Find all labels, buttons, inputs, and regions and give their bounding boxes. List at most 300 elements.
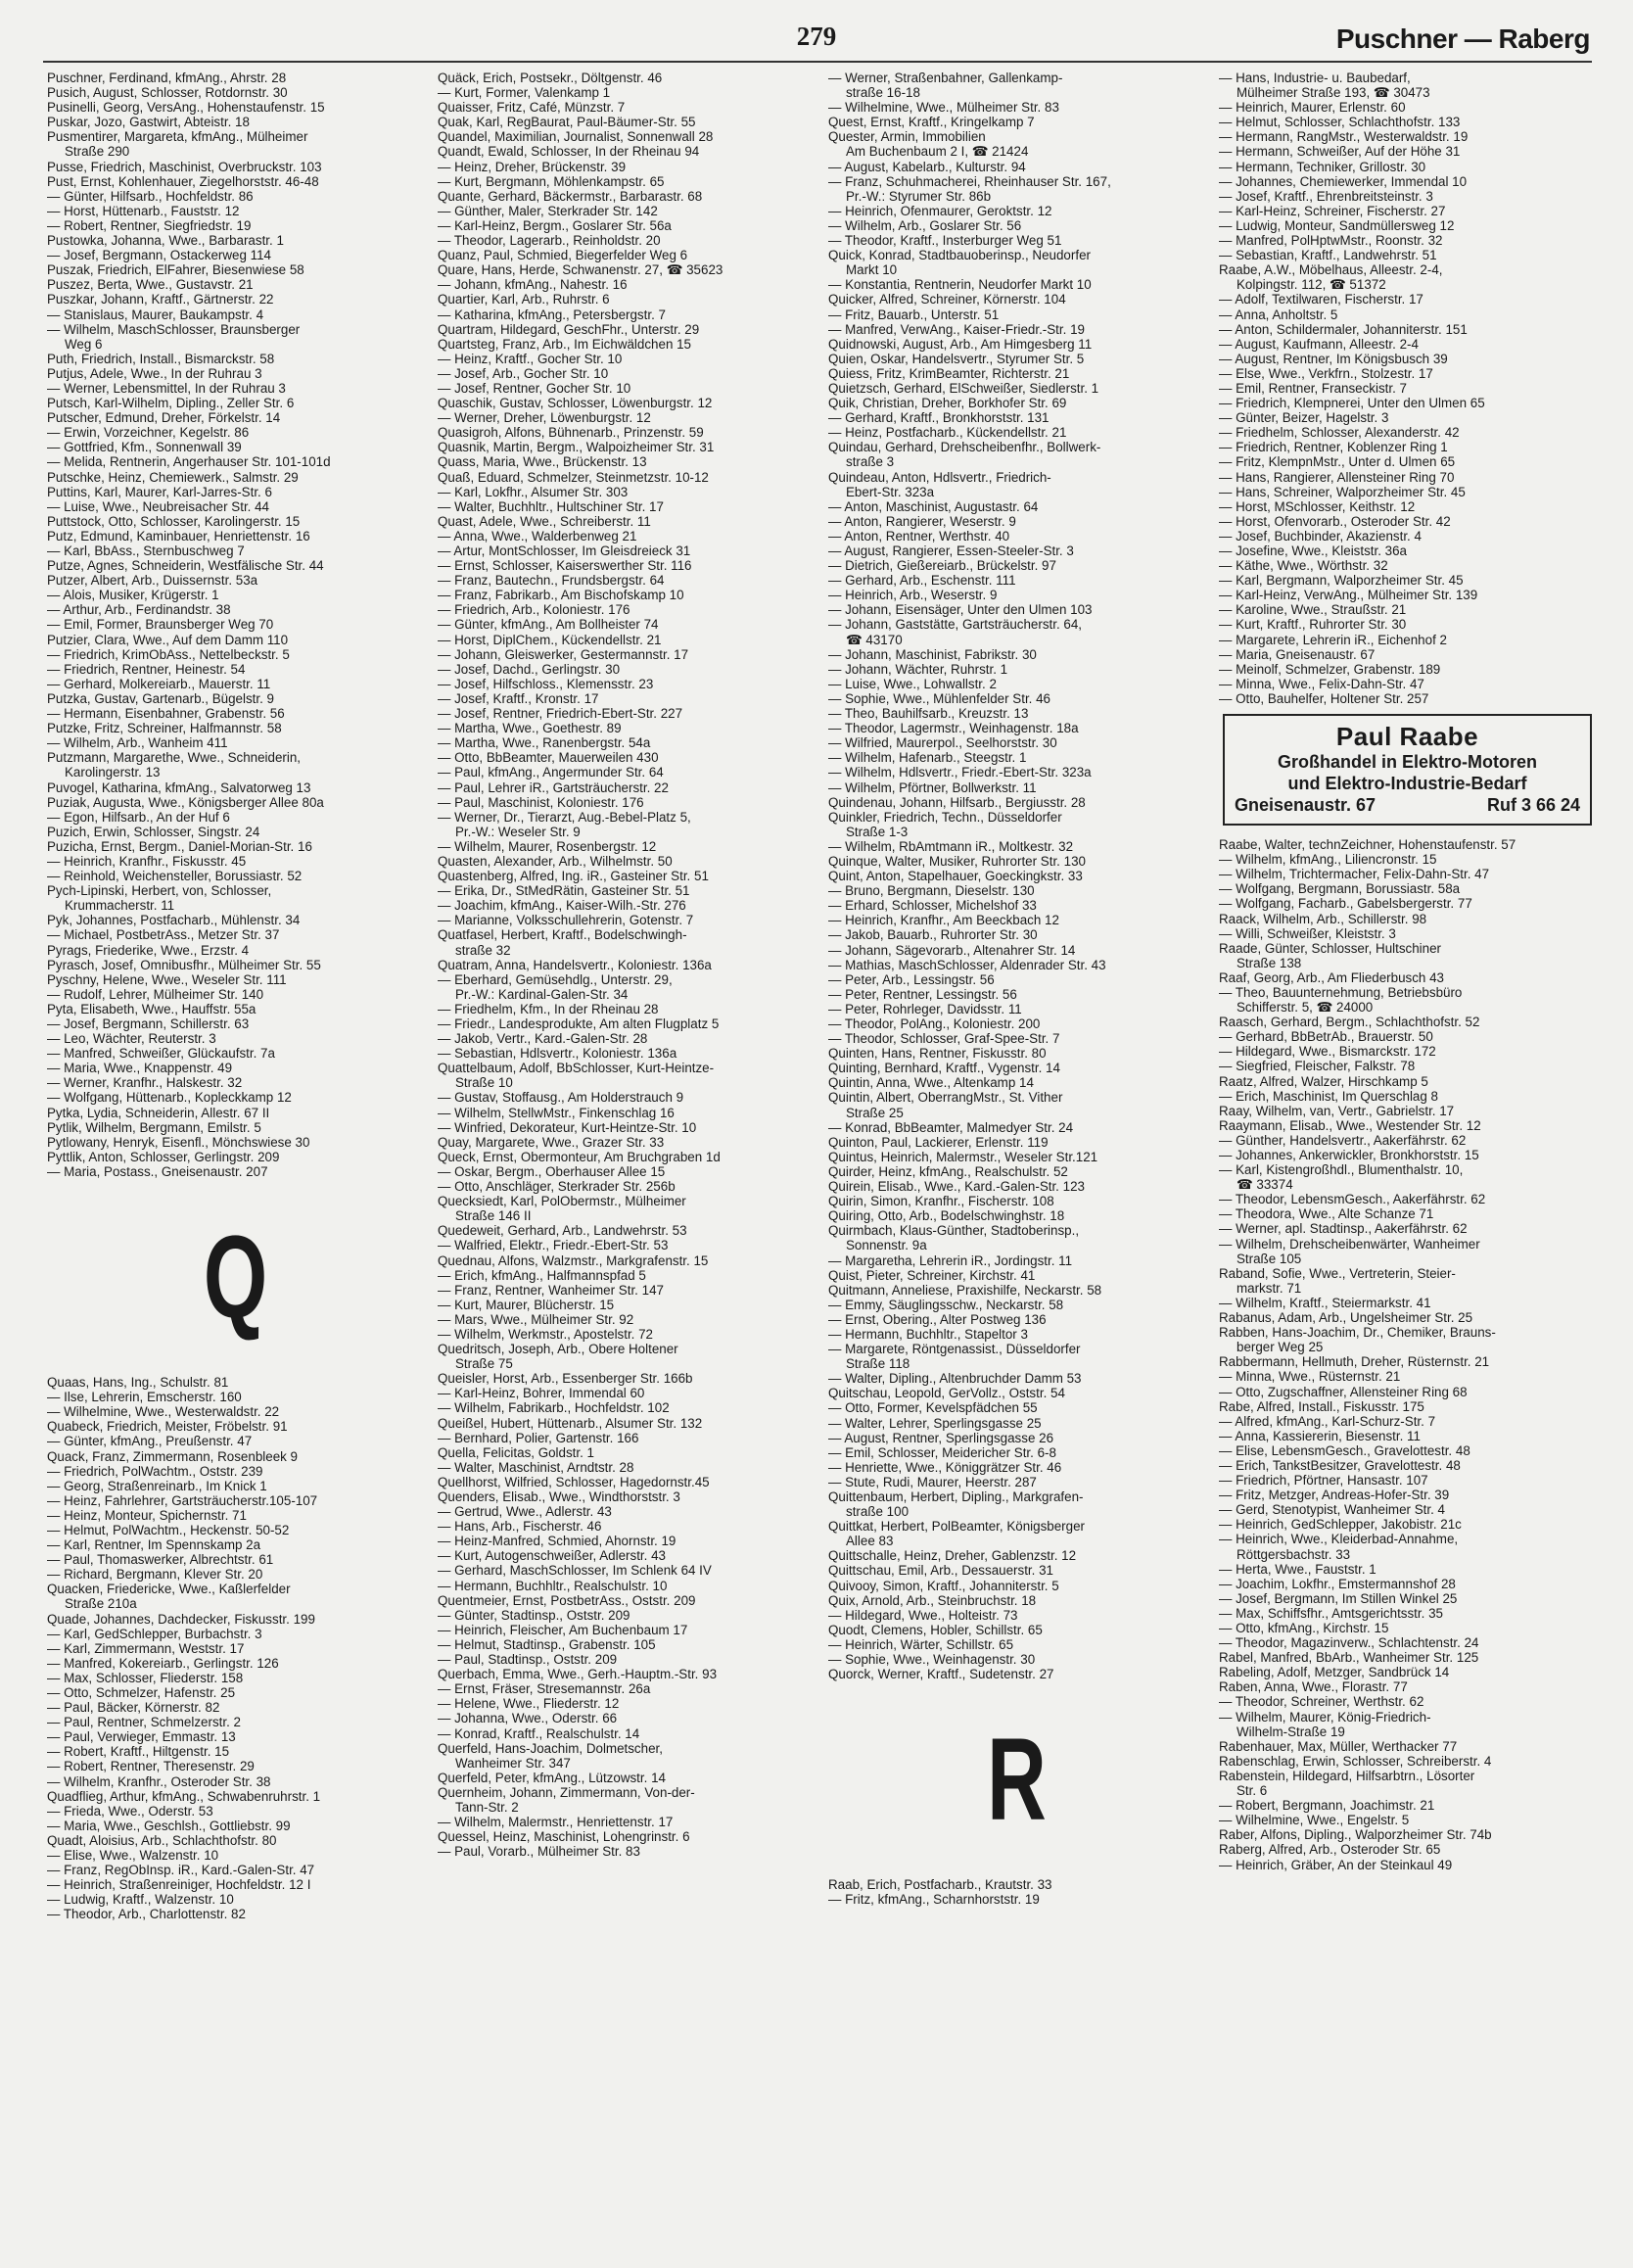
directory-entry-continuation: Straße 75 bbox=[455, 1356, 513, 1372]
directory-entry: — Gertrud, Wwe., Adlerstr. 43 bbox=[438, 1504, 612, 1520]
directory-entry: — Franz, Rentner, Wanheimer Str. 147 bbox=[438, 1282, 664, 1298]
directory-entry: — Wilhelm, Arb., Wanheim 411 bbox=[47, 735, 228, 751]
directory-entry: — Erich, TankstBesitzer, Gravelottestr. 48 bbox=[1219, 1457, 1461, 1473]
directory-entry-continuation: Str. 6 bbox=[1236, 1783, 1268, 1799]
directory-entry: — Gerhard, BbBetrAb., Brauerstr. 50 bbox=[1219, 1029, 1433, 1045]
directory-entry: Quest, Ernst, Kraftf., Kringelkamp 7 bbox=[828, 115, 1035, 130]
directory-entry: — Friedrich, Arb., Koloniestr. 176 bbox=[438, 602, 630, 618]
directory-entry: — August, Rangierer, Essen-Steeler-Str. 3 bbox=[828, 543, 1074, 558]
directory-entry: Quartier, Karl, Arb., Ruhrstr. 6 bbox=[438, 292, 610, 307]
directory-entry: Raaymann, Elisab., Wwe., Westender Str. 12 bbox=[1219, 1117, 1481, 1133]
directory-entry: — Wilhelm, Fabrikarb., Hochfeldstr. 102 bbox=[438, 1400, 670, 1416]
directory-entry: — Werner, Straßenbahner, Gallenkamp- bbox=[828, 71, 1063, 85]
directory-entry: Quaisser, Fritz, Café, Münzstr. 7 bbox=[438, 100, 626, 116]
directory-entry: — Helmut, Schlosser, Schlachthofstr. 133 bbox=[1219, 115, 1461, 130]
directory-entry: Quare, Hans, Herde, Schwanenstr. 27, ☎ 35623 bbox=[438, 262, 723, 278]
directory-entry: — Martha, Wwe., Goethestr. 89 bbox=[438, 721, 622, 736]
directory-entry: — Peter, Rentner, Lessingstr. 56 bbox=[828, 986, 1017, 1002]
directory-entry: — Johannes, Chemiewerker, Immendal 10 bbox=[1219, 173, 1468, 189]
directory-entry: — Martha, Wwe., Ranenbergstr. 54a bbox=[438, 735, 651, 751]
directory-entry-continuation: ☎ 43170 bbox=[846, 632, 903, 647]
directory-entry: — Wilhelmine, Wwe., Westerwaldstr. 22 bbox=[47, 1404, 280, 1420]
directory-entry: — Joachim, kfmAng., Kaiser-Wilh.-Str. 276 bbox=[438, 898, 686, 914]
directory-entry: Querfeld, Peter, kfmAng., Lützowstr. 14 bbox=[438, 1770, 666, 1785]
directory-entry: — Jakob, Vertr., Kard.-Galen-Str. 28 bbox=[438, 1031, 648, 1047]
directory-entry: Quidnowski, August, Arb., Am Himgesberg 11 bbox=[828, 336, 1093, 352]
directory-entry: — Heinrich, Kranfhr., Fiskusstr. 45 bbox=[47, 853, 247, 869]
advertisement-box bbox=[1223, 714, 1592, 826]
directory-entry: — Frieda, Wwe., Oderstr. 53 bbox=[47, 1803, 213, 1819]
directory-entry: Quellhorst, Wilfried, Schlosser, Hagedornstr.45 bbox=[438, 1474, 710, 1489]
directory-entry: — Mars, Wwe., Mülheimer Str. 92 bbox=[438, 1311, 634, 1327]
directory-entry: — Günter, Beizer, Hagelstr. 3 bbox=[1219, 410, 1389, 426]
directory-entry: Quaß, Eduard, Schmelzer, Steinmetzstr. 10-12 bbox=[438, 469, 709, 485]
directory-entry: Quirder, Heinz, kfmAng., Realschulstr. 52 bbox=[828, 1163, 1068, 1179]
directory-entry: — Karoline, Wwe., Straußstr. 21 bbox=[1219, 602, 1407, 618]
directory-entry: — Wilhelm, Pförtner, Bollwerkstr. 11 bbox=[828, 780, 1037, 795]
directory-entry: Quatfasel, Herbert, Kraftf., Bodelschwingh- bbox=[438, 927, 687, 943]
directory-entry: Rabe, Alfred, Install., Fiskusstr. 175 bbox=[1219, 1398, 1424, 1414]
directory-entry: Quindenau, Johann, Hilfsarb., Bergiusstr. 28 bbox=[828, 794, 1086, 810]
directory-entry: — Theodor, Schlosser, Graf-Spee-Str. 7 bbox=[828, 1031, 1060, 1047]
directory-entry: Quien, Oskar, Handelsvertr., Styrumer Str. 5 bbox=[828, 351, 1085, 366]
directory-entry-continuation: straße 100 bbox=[846, 1504, 910, 1520]
directory-entry: — Wolfgang, Facharb., Gabelsbergerstr. 77 bbox=[1219, 896, 1472, 912]
directory-entry: Putschke, Heinz, Chemiewerk., Salmstr. 29 bbox=[47, 469, 299, 485]
directory-entry: Raab, Erich, Postfacharb., Krautstr. 33 bbox=[828, 1877, 1052, 1893]
directory-entry: Quentmeier, Ernst, PostbetrAss., Oststr. 209 bbox=[438, 1592, 696, 1608]
directory-entry: Quicker, Alfred, Schreiner, Körnerstr. 104 bbox=[828, 292, 1066, 307]
directory-entry: — Eberhard, Gemüsehdlg., Unterstr. 29, bbox=[438, 971, 673, 987]
directory-entry: — Sophie, Wwe., Weinhagenstr. 30 bbox=[828, 1652, 1036, 1668]
directory-entry: Quadt, Aloisius, Arb., Schlachthofstr. 80 bbox=[47, 1832, 277, 1848]
directory-entry: — Otto, kfmAng., Kirchstr. 15 bbox=[1219, 1621, 1389, 1635]
directory-entry: Pustowka, Johanna, Wwe., Barbarastr. 1 bbox=[47, 233, 284, 249]
directory-entry: — Herta, Wwe., Fauststr. 1 bbox=[1219, 1561, 1376, 1577]
directory-entry: Quinten, Hans, Rentner, Fiskusstr. 80 bbox=[828, 1046, 1047, 1062]
directory-entry: — Josef, Rentner, Friedrich-Ebert-Str. 227 bbox=[438, 706, 683, 722]
directory-entry: — Katharina, kfmAng., Petersbergstr. 7 bbox=[438, 307, 666, 322]
directory-entry: Quatram, Anna, Handelsvertr., Koloniestr. 136a bbox=[438, 957, 712, 972]
directory-entry: — Walter, Lehrer, Sperlingsgasse 25 bbox=[828, 1415, 1042, 1431]
directory-entry: — Horst, Hüttenarb., Fauststr. 12 bbox=[47, 203, 240, 218]
directory-entry-continuation: Ebert-Str. 323a bbox=[846, 484, 935, 499]
directory-entry: Quaschik, Gustav, Schlosser, Löwenburgstr. 12 bbox=[438, 396, 713, 411]
directory-entry: Puttstock, Otto, Schlosser, Karolingerstr. 15 bbox=[47, 513, 301, 529]
directory-entry: — Alois, Musiker, Krügerstr. 1 bbox=[47, 588, 219, 603]
directory-entry: — Dietrich, Gießereiarb., Brückelstr. 97 bbox=[828, 558, 1056, 574]
directory-entry: Raabe, Walter, technZeichner, Hohenstaufenstr. 57 bbox=[1219, 837, 1516, 853]
directory-entry: — Emil, Former, Braunsberger Weg 70 bbox=[47, 617, 274, 633]
directory-entry: — Theo, Bauunternehmung, Betriebsbüro bbox=[1219, 984, 1463, 1000]
directory-entry: — Robert, Rentner, Theresenstr. 29 bbox=[47, 1759, 255, 1774]
directory-entry: — Paul, Verwieger, Emmastr. 13 bbox=[47, 1729, 236, 1745]
directory-entry: — Theodor, Lagermstr., Weinhagenstr. 18a bbox=[828, 721, 1079, 736]
directory-entry: — Melida, Rentnerin, Angerhauser Str. 101-101d bbox=[47, 454, 331, 470]
directory-entry: — Wilhelm, Drehscheibenwärter, Wanheimer bbox=[1219, 1236, 1480, 1252]
directory-entry: Quint, Anton, Stapelhauer, Goeckingkstr. 33 bbox=[828, 869, 1083, 884]
directory-entry: — Josef, Hilfschloss., Klemensstr. 23 bbox=[438, 676, 654, 691]
directory-entry-continuation: straße 32 bbox=[455, 942, 511, 958]
directory-entry: — Heinrich, Ofenmaurer, Geroktstr. 12 bbox=[828, 203, 1052, 218]
directory-entry: — Hermann, Eisenbahner, Grabenstr. 56 bbox=[47, 706, 285, 722]
directory-entry-continuation: straße 3 bbox=[846, 454, 895, 470]
directory-entry: — Karl-Heinz, VerwAng., Mülheimer Str. 139 bbox=[1219, 588, 1478, 603]
directory-entry: — Paul, Maschinist, Koloniestr. 176 bbox=[438, 794, 644, 810]
directory-entry: — Hildegard, Wwe., Holteistr. 73 bbox=[828, 1607, 1018, 1623]
directory-entry: Quirein, Elisab., Wwe., Kard.-Galen-Str. 123 bbox=[828, 1179, 1085, 1195]
directory-entry: — Heinz, Kraftf., Gocher Str. 10 bbox=[438, 351, 623, 366]
directory-entry: Quay, Margarete, Wwe., Grazer Str. 33 bbox=[438, 1134, 665, 1150]
directory-entry: — Friedrich, Rentner, Koblenzer Ring 1 bbox=[1219, 440, 1448, 455]
directory-entry-continuation: Straße 138 bbox=[1236, 955, 1302, 970]
directory-entry: — Friedr., Landesprodukte, Am alten Flugplatz 5 bbox=[438, 1016, 720, 1031]
directory-entry: — Ernst, Fräser, Stresemannstr. 26a bbox=[438, 1681, 651, 1697]
directory-entry: — Rudolf, Lehrer, Mülheimer Str. 140 bbox=[47, 986, 264, 1002]
directory-entry-continuation: Allee 83 bbox=[846, 1534, 894, 1549]
directory-entry: Putzier, Clara, Wwe., Auf dem Damm 110 bbox=[47, 632, 289, 647]
directory-entry: — Josef, Kraftf., Ehrenbreitsteinstr. 3 bbox=[1219, 188, 1433, 204]
directory-entry-continuation: Am Buchenbaum 2 I, ☎ 21424 bbox=[846, 144, 1029, 160]
directory-entry: — Horst, MSchlosser, Keithstr. 12 bbox=[1219, 498, 1416, 514]
directory-entry: Putzer, Albert, Arb., Duissernstr. 53a bbox=[47, 573, 258, 589]
directory-entry: — Hildegard, Wwe., Bismarckstr. 172 bbox=[1219, 1044, 1436, 1060]
directory-entry: Pust, Ernst, Kohlenhauer, Ziegelhorststr. 46-48 bbox=[47, 173, 319, 189]
directory-entry: — Kurt, Autogenschweißer, Adlerstr. 43 bbox=[438, 1548, 666, 1564]
directory-entry: — Margaretha, Lehrerin iR., Jordingstr. 11 bbox=[828, 1252, 1073, 1268]
directory-entry: Putscher, Edmund, Dreher, Förkelstr. 14 bbox=[47, 410, 281, 426]
directory-entry: Rabenschlag, Erwin, Schlosser, Schreiberstr. 4 bbox=[1219, 1753, 1492, 1769]
directory-entry: — Manfred, PolHptwMstr., Roonstr. 32 bbox=[1219, 233, 1443, 249]
directory-entry: — Heinrich, Arb., Weserstr. 9 bbox=[828, 588, 998, 603]
directory-entry: — Fritz, Bauarb., Unterstr. 51 bbox=[828, 307, 1000, 322]
directory-entry: Quass, Maria, Wwe., Brückenstr. 13 bbox=[438, 454, 647, 470]
directory-entry: — Kurt, Kraftf., Ruhrorter Str. 30 bbox=[1219, 617, 1407, 633]
directory-entry: — Minna, Wwe., Rüsternstr. 21 bbox=[1219, 1369, 1401, 1385]
directory-entry: — Konstantia, Rentnerin, Neudorfer Markt 10 bbox=[828, 277, 1092, 293]
directory-entry: — Walter, Maschinist, Arndtstr. 28 bbox=[438, 1459, 634, 1475]
directory-entry: — Otto, Anschläger, Sterkrader Str. 256b bbox=[438, 1179, 676, 1195]
directory-entry: Quessel, Heinz, Maschinist, Lohengrinstr. 6 bbox=[438, 1829, 690, 1845]
directory-entry: — Ilse, Lehrerin, Emscherstr. 160 bbox=[47, 1390, 242, 1405]
directory-entry: — Paul, Thomaswerker, Albrechtstr. 61 bbox=[47, 1552, 274, 1568]
directory-entry: Puschner, Ferdinand, kfmAng., Ahrstr. 28 bbox=[47, 71, 287, 85]
directory-entry: — Hermann, Schweißer, Auf der Höhe 31 bbox=[1219, 144, 1461, 160]
directory-entry: — Theo, Bauhilfsarb., Kreuzstr. 13 bbox=[828, 706, 1029, 722]
directory-entry: — Heinz-Manfred, Schmied, Ahornstr. 19 bbox=[438, 1534, 677, 1549]
directory-entry: — Sebastian, Kraftf., Landwehrstr. 51 bbox=[1219, 248, 1437, 263]
directory-entry: — Wilhelmine, Wwe., Mülheimer Str. 83 bbox=[828, 100, 1059, 116]
directory-entry: — Theodor, Lagerarb., Reinholdstr. 20 bbox=[438, 233, 661, 249]
directory-entry: — Paul, Vorarb., Mülheimer Str. 83 bbox=[438, 1844, 640, 1860]
directory-entry: Rabeling, Adolf, Metzger, Sandbrück 14 bbox=[1219, 1665, 1450, 1680]
directory-entry: — Oskar, Bergm., Oberhauser Allee 15 bbox=[438, 1163, 666, 1179]
directory-entry: — Wolfgang, Hüttenarb., Kopleckkamp 12 bbox=[47, 1090, 292, 1106]
directory-entry: — Siegfried, Fleischer, Falkstr. 78 bbox=[1219, 1059, 1416, 1074]
directory-entry: — Karl, Lokfhr., Alsumer Str. 303 bbox=[438, 484, 629, 499]
directory-entry: — Wilhelm, MaschSchlosser, Braunsberger bbox=[47, 321, 301, 337]
directory-entry: Rabenstein, Hildegard, Hilfsarbtrn., Lösorter bbox=[1219, 1768, 1475, 1783]
directory-entry: Quante, Gerhard, Bäckermstr., Barbarastr. 68 bbox=[438, 188, 703, 204]
directory-entry: — Erhard, Schlosser, Michelshof 33 bbox=[828, 898, 1037, 914]
directory-entry-continuation: Straße 290 bbox=[65, 144, 130, 160]
ad-address: Gneisenaustr. 67 bbox=[1235, 795, 1376, 816]
directory-entry: Puszkar, Johann, Kraftf., Gärtnerstr. 22 bbox=[47, 292, 274, 307]
directory-entry: Querbach, Emma, Wwe., Gerh.-Hauptm.-Str. 93 bbox=[438, 1667, 718, 1682]
directory-entry: — Josef, Bergmann, Schillerstr. 63 bbox=[47, 1016, 250, 1031]
directory-entry: — Paul, Rentner, Schmelzerstr. 2 bbox=[47, 1715, 241, 1730]
directory-entry: Puziak, Augusta, Wwe., Königsberger Allee 80a bbox=[47, 794, 324, 810]
directory-entry: — Maria, Gneisenaustr. 67 bbox=[1219, 646, 1376, 662]
directory-entry: — Joachim, Lokfhr., Emstermannshof 28 bbox=[1219, 1576, 1456, 1591]
directory-entry: — August, Kaufmann, Alleestr. 2-4 bbox=[1219, 336, 1419, 352]
directory-entry: Putjus, Adele, Wwe., In der Ruhrau 3 bbox=[47, 365, 262, 381]
directory-entry: — Elise, Wwe., Walzenstr. 10 bbox=[47, 1848, 219, 1864]
directory-entry: — Ernst, Schlosser, Kaiserswerther Str. 116 bbox=[438, 558, 692, 574]
directory-entry: Raade, Günter, Schlosser, Hultschiner bbox=[1219, 940, 1442, 956]
directory-entry: Puth, Friedrich, Install., Bismarckstr. 58 bbox=[47, 351, 275, 366]
directory-entry: — Johann, Gaststätte, Gartsträucherstr. 64, bbox=[828, 617, 1083, 633]
directory-entry: — Henriette, Wwe., Königgrätzer Str. 46 bbox=[828, 1459, 1062, 1475]
directory-entry: Pyschny, Helene, Wwe., Weseler Str. 111 bbox=[47, 971, 287, 987]
directory-entry: — Gustav, Stoffausg., Am Holderstrauch 9 bbox=[438, 1090, 684, 1106]
directory-entry: Queck, Ernst, Obermonteur, Am Bruchgraben 1d bbox=[438, 1149, 721, 1164]
directory-entry: — Robert, Kraftf., Hiltgenstr. 15 bbox=[47, 1744, 230, 1760]
directory-entry: Quecksiedt, Karl, PolObermstr., Mülheimer bbox=[438, 1194, 686, 1209]
directory-entry: — Minna, Wwe., Felix-Dahn-Str. 47 bbox=[1219, 676, 1424, 691]
directory-entry: Quinkler, Friedrich, Techn., Düsseldorfer bbox=[828, 809, 1062, 825]
directory-entry: Pusich, August, Schlosser, Rotdornstr. 30 bbox=[47, 85, 288, 101]
directory-entry: — August, Kabelarb., Kulturstr. 94 bbox=[828, 159, 1026, 174]
directory-entry: — Emmy, Säuglingsschw., Neckarstr. 58 bbox=[828, 1297, 1064, 1312]
directory-entry: Rabbermann, Hellmuth, Dreher, Rüsternstr. 21 bbox=[1219, 1354, 1490, 1370]
directory-entry: — Erika, Dr., StMedRätin, Gasteiner Str. 51 bbox=[438, 883, 690, 899]
directory-entry: — Maria, Wwe., Knappenstr. 49 bbox=[47, 1061, 233, 1076]
directory-entry: — Anna, Anholtstr. 5 bbox=[1219, 307, 1338, 322]
directory-entry: Quintin, Anna, Wwe., Altenkamp 14 bbox=[828, 1075, 1034, 1091]
directory-entry: Quester, Armin, Immobilien bbox=[828, 129, 986, 145]
directory-entry: Quick, Konrad, Stadtbauoberinsp., Neudorfer bbox=[828, 248, 1091, 263]
directory-entry-continuation: Wilhelm-Straße 19 bbox=[1236, 1724, 1345, 1739]
directory-entry: — Theodor, LebensmGesch., Aakerfährstr. 62 bbox=[1219, 1192, 1486, 1207]
directory-entry: — Theodora, Wwe., Alte Schanze 71 bbox=[1219, 1206, 1434, 1222]
directory-entry: — Johann, Sägevorarb., Altenahrer Str. 14 bbox=[828, 942, 1076, 958]
directory-entry: — Bernhard, Polier, Gartenstr. 166 bbox=[438, 1430, 639, 1445]
directory-entry: — Michael, PostbetrAss., Metzer Str. 37 bbox=[47, 927, 280, 943]
directory-entry: — Josef, Arb., Gocher Str. 10 bbox=[438, 365, 609, 381]
directory-entry: — Johann, Maschinist, Fabrikstr. 30 bbox=[828, 646, 1037, 662]
directory-entry: Raack, Wilhelm, Arb., Schillerstr. 98 bbox=[1219, 911, 1427, 926]
directory-entry: Quietzsch, Gerhard, ElSchweißer, Siedlerstr. 1 bbox=[828, 380, 1099, 396]
directory-column-3 bbox=[828, 71, 1205, 1907]
directory-entry: — Fritz, kfmAng., Scharnhorststr. 19 bbox=[828, 1892, 1040, 1908]
directory-entry: — Margarete, Röntgenassist., Düsseldorfer bbox=[828, 1342, 1081, 1357]
directory-entry: Quorck, Werner, Kraftf., Sudetenstr. 27 bbox=[828, 1667, 1054, 1682]
directory-entry-continuation: berger Weg 25 bbox=[1236, 1340, 1324, 1355]
directory-entry-continuation: straße 16-18 bbox=[846, 85, 920, 101]
directory-entry: — Emil, Rentner, Franseckistr. 7 bbox=[1219, 380, 1407, 396]
directory-entry: Pyttlik, Anton, Schlosser, Gerlingstr. 209 bbox=[47, 1149, 280, 1164]
directory-entry: — Paul, Bäcker, Körnerstr. 82 bbox=[47, 1700, 220, 1716]
directory-entry: Pusmentirer, Margareta, kfmAng., Mülheimer bbox=[47, 129, 308, 145]
directory-entry: — Paul, kfmAng., Angermunder Str. 64 bbox=[438, 765, 664, 780]
directory-entry: — Hans, Industrie- u. Baubedarf, bbox=[1219, 71, 1411, 85]
directory-entry: — Peter, Rohrleger, Davidsstr. 11 bbox=[828, 1001, 1022, 1016]
directory-entry: Putsch, Karl-Wilhelm, Dipling., Zeller Str. 6 bbox=[47, 396, 295, 411]
directory-entry: — Konrad, Kraftf., Realschulstr. 14 bbox=[438, 1725, 640, 1741]
directory-entry: — Georg, Straßenreinarb., Im Knick 1 bbox=[47, 1478, 267, 1493]
directory-entry: — Josef, Bergmann, Im Stillen Winkel 25 bbox=[1219, 1590, 1458, 1606]
directory-entry: — Heinz, Dreher, Brückenstr. 39 bbox=[438, 159, 627, 174]
ad-business-line: Großhandel in Elektro-Motoren bbox=[1277, 752, 1537, 773]
directory-entry-continuation: markstr. 71 bbox=[1236, 1280, 1302, 1296]
directory-entry: — Karl, Kistengroßhdl., Blumenthalstr. 10, bbox=[1219, 1162, 1464, 1178]
directory-entry: Queisler, Horst, Arb., Essenberger Str. 166b bbox=[438, 1371, 693, 1387]
directory-entry: Quindeau, Anton, Hdlsvertr., Friedrich- bbox=[828, 469, 1051, 485]
directory-entry: Quinque, Walter, Musiker, Ruhrorter Str. 130 bbox=[828, 853, 1086, 869]
directory-entry: — Friedrich, Klempnerei, Unter den Ulmen 65 bbox=[1219, 396, 1485, 411]
directory-entry: — Ludwig, Kraftf., Walzenstr. 10 bbox=[47, 1892, 234, 1908]
directory-entry: Quintus, Heinrich, Malermstr., Weseler Str.121 bbox=[828, 1149, 1098, 1164]
directory-entry: Quasten, Alexander, Arb., Wilhelmstr. 50 bbox=[438, 853, 673, 869]
directory-entry: — Hans, Schreiner, Walporzheimer Str. 45 bbox=[1219, 484, 1466, 499]
directory-entry: — Sebastian, Hdlsvertr., Koloniestr. 136a bbox=[438, 1046, 677, 1062]
directory-entry-continuation: Straße 1-3 bbox=[846, 824, 909, 839]
directory-entry: — Walfried, Elektr., Friedr.-Ebert-Str. 53 bbox=[438, 1238, 669, 1253]
directory-entry: — Wilhelm, Trichtermacher, Felix-Dahn-Str. 47 bbox=[1219, 867, 1490, 882]
directory-entry: — Hans, Arb., Fischerstr. 46 bbox=[438, 1519, 602, 1535]
ad-contact-row bbox=[1235, 794, 1580, 816]
directory-entry: — Wilhelmine, Wwe., Engelstr. 5 bbox=[1219, 1813, 1410, 1828]
directory-entry: — Max, Schiffsfhr., Amtsgerichtsstr. 35 bbox=[1219, 1605, 1443, 1621]
directory-entry-continuation: Straße 105 bbox=[1236, 1251, 1302, 1266]
directory-entry: — Theodor, Schreiner, Werthstr. 62 bbox=[1219, 1694, 1424, 1710]
directory-entry: Quartsteg, Franz, Arb., Im Eichwäldchen 15 bbox=[438, 336, 692, 352]
directory-entry: — Heinz, Postfacharb., Kückendellstr. 21 bbox=[828, 425, 1067, 441]
directory-entry: — Karl-Heinz, Bergm., Goslarer Str. 56a bbox=[438, 217, 672, 233]
directory-entry: — Friedrich, Pförtner, Hansastr. 107 bbox=[1219, 1473, 1428, 1488]
directory-entry: Pyk, Johannes, Postfacharb., Mühlenstr. 34 bbox=[47, 913, 301, 928]
directory-entry: — Theodor, Magazinverw., Schlachtenstr. 24 bbox=[1219, 1635, 1479, 1651]
directory-entry: — Maria, Postass., Gneisenaustr. 207 bbox=[47, 1163, 268, 1179]
directory-entry-continuation: Krummacherstr. 11 bbox=[65, 898, 175, 914]
directory-entry: — Arthur, Arb., Ferdinandstr. 38 bbox=[47, 602, 231, 618]
directory-entry-continuation: Weg 6 bbox=[65, 336, 103, 352]
directory-entry: Quanz, Paul, Schmied, Biegerfelder Weg 6 bbox=[438, 248, 688, 263]
directory-entry: — Friedrich, Rentner, Heinestr. 54 bbox=[47, 661, 246, 677]
directory-entry: — Josef, Buchbinder, Akazienstr. 4 bbox=[1219, 528, 1422, 543]
directory-entry: Pyta, Elisabeth, Wwe., Hauffstr. 55a bbox=[47, 1001, 257, 1016]
directory-entry: — Else, Wwe., Verkfrn., Stolzestr. 17 bbox=[1219, 365, 1433, 381]
directory-entry: Quattelbaum, Adolf, BbSchlosser, Kurt-Heintze- bbox=[438, 1061, 715, 1076]
directory-entry: Quenders, Elisab., Wwe., Windthorststr. 3 bbox=[438, 1489, 680, 1504]
directory-entry: — Friedrich, KrimObAss., Nettelbeckstr. 5 bbox=[47, 646, 290, 662]
ad-company-name: Paul Raabe bbox=[1335, 722, 1479, 752]
directory-entry: Putzka, Gustav, Gartenarb., Bügelstr. 9 bbox=[47, 690, 274, 706]
directory-entry: — Mathias, MaschSchlosser, Aldenrader Str. 43 bbox=[828, 957, 1106, 972]
directory-entry-continuation: ☎ 33374 bbox=[1236, 1177, 1293, 1193]
directory-entry: — Günther, Maler, Sterkrader Str. 142 bbox=[438, 203, 658, 218]
directory-entry: — Otto, Former, Kevelspfädchen 55 bbox=[828, 1400, 1038, 1416]
directory-entry: Puskar, Jozo, Gastwirt, Abteistr. 18 bbox=[47, 115, 250, 130]
directory-entry: — Franz, Fabrikarb., Am Bischofskamp 10 bbox=[438, 588, 684, 603]
directory-entry: Quasnik, Martin, Bergm., Walpoizheimer Str. 31 bbox=[438, 440, 715, 455]
directory-entry: — Günter, kfmAng., Preußenstr. 47 bbox=[47, 1434, 253, 1449]
directory-entry: — Helmut, PolWachtm., Heckenstr. 50-52 bbox=[47, 1522, 290, 1537]
directory-entry: — Wilhelm, RbAmtmann iR., Moltkestr. 32 bbox=[828, 838, 1074, 854]
directory-entry: — Josefine, Wwe., Kleiststr. 36a bbox=[1219, 543, 1408, 558]
directory-entry: — Wilhelm, Maurer, Rosenbergstr. 12 bbox=[438, 838, 657, 854]
directory-entry: Quinting, Bernhard, Kraftf., Vygenstr. 14 bbox=[828, 1061, 1060, 1076]
directory-entry: — Ernst, Obering., Alter Postweg 136 bbox=[828, 1311, 1047, 1327]
directory-entry: — Heinrich, Gräber, An der Steinkaul 49 bbox=[1219, 1857, 1453, 1872]
directory-entry: — Adolf, Textilwaren, Fischerstr. 17 bbox=[1219, 292, 1423, 307]
directory-entry: — Heinrich, GedSchlepper, Jakobistr. 21c bbox=[1219, 1517, 1462, 1533]
directory-entry-continuation: Sonnenstr. 9a bbox=[846, 1238, 927, 1253]
directory-entry: Quade, Johannes, Dachdecker, Fiskusstr. 199 bbox=[47, 1611, 315, 1627]
directory-entry: — Fritz, Metzger, Andreas-Hofer-Str. 39 bbox=[1219, 1488, 1450, 1503]
directory-entry: — Heinrich, Fleischer, Am Buchenbaum 17 bbox=[438, 1622, 688, 1637]
directory-entry: Pych-Lipinski, Herbert, von, Schlosser, bbox=[47, 883, 272, 899]
directory-entry: — Anton, Rentner, Werthstr. 40 bbox=[828, 528, 1010, 543]
directory-entry: Quednau, Alfons, Walzmstr., Markgrafenstr. 15 bbox=[438, 1252, 709, 1268]
directory-entry: Quix, Arnold, Arb., Steinbruchstr. 18 bbox=[828, 1592, 1037, 1608]
directory-entry: Pyrags, Friederike, Wwe., Erzstr. 4 bbox=[47, 942, 250, 958]
section-letter: Q bbox=[203, 1211, 268, 1344]
directory-entry: Quack, Franz, Zimmermann, Rosenbleek 9 bbox=[47, 1448, 299, 1464]
directory-entry: — Wilhelm, Malermstr., Henriettenstr. 17 bbox=[438, 1815, 674, 1830]
directory-entry: — Johannes, Ankerwickler, Bronkhorststr. 15 bbox=[1219, 1148, 1479, 1162]
directory-entry: — Anna, Wwe., Walderbenweg 21 bbox=[438, 528, 637, 543]
directory-entry: — Otto, BbBeamter, Mauerweilen 430 bbox=[438, 750, 659, 766]
directory-entry: — Wilhelm, Werkmstr., Apostelstr. 72 bbox=[438, 1326, 654, 1342]
directory-entry: — Gerd, Stenotypist, Wanheimer Str. 4 bbox=[1219, 1502, 1445, 1518]
directory-entry: — Friedhelm, Kfm., In der Rheinau 28 bbox=[438, 1001, 659, 1016]
directory-entry-continuation: Pr.-W.: Weseler Str. 9 bbox=[455, 824, 581, 839]
directory-entry: Raber, Alfons, Dipling., Walporzheimer Str. 74b bbox=[1219, 1827, 1492, 1843]
directory-entry: Quak, Karl, RegBaurat, Paul-Bäumer-Str. 55 bbox=[438, 115, 696, 130]
directory-entry: — Johanna, Wwe., Oderstr. 66 bbox=[438, 1711, 618, 1726]
directory-entry: — Friedrich, PolWachtm., Oststr. 239 bbox=[47, 1463, 263, 1479]
directory-entry: Pusse, Friedrich, Maschinist, Overbruckstr. 103 bbox=[47, 159, 322, 174]
directory-entry: Raabe, A.W., Möbelhaus, Alleestr. 2-4, bbox=[1219, 262, 1443, 278]
directory-entry: Quik, Christian, Dreher, Borkhofer Str. 69 bbox=[828, 396, 1067, 411]
directory-entry: Quinton, Paul, Lackierer, Erlenstr. 119 bbox=[828, 1134, 1049, 1150]
directory-entry: — Erwin, Vorzeichner, Kegelstr. 86 bbox=[47, 425, 250, 441]
directory-entry: — Anna, Kassiererin, Biesenstr. 11 bbox=[1219, 1428, 1421, 1443]
directory-entry-continuation: Markt 10 bbox=[846, 262, 898, 278]
directory-entry: — Elise, LebensmGesch., Gravelottestr. 48 bbox=[1219, 1442, 1470, 1458]
directory-entry: Putzke, Fritz, Schreiner, Halfmannstr. 58 bbox=[47, 721, 282, 736]
directory-entry: — Fritz, KlempnMstr., Unter d. Ulmen 65 bbox=[1219, 454, 1456, 470]
directory-entry: — Winfried, Dekorateur, Kurt-Heintze-Str. 10 bbox=[438, 1119, 697, 1135]
directory-entry: — Gerhard, Arb., Eschenstr. 111 bbox=[828, 573, 1016, 589]
directory-entry: Puszez, Berta, Wwe., Gustavstr. 21 bbox=[47, 277, 254, 293]
directory-entry: Quast, Adele, Wwe., Schreiberstr. 11 bbox=[438, 513, 651, 529]
directory-entry: — Karl, Bergmann, Walporzheimer Str. 45 bbox=[1219, 573, 1464, 589]
directory-entry: Quitschau, Leopold, GerVollz., Oststr. 54 bbox=[828, 1386, 1065, 1401]
directory-entry: Puszak, Friedrich, ElFahrer, Biesenwiese 58 bbox=[47, 262, 304, 278]
directory-entry-continuation: Röttgersbachstr. 33 bbox=[1236, 1546, 1351, 1562]
directory-column-1 bbox=[47, 71, 424, 1922]
section-letter: R bbox=[987, 1714, 1047, 1846]
directory-entry: — Otto, Bauhelfer, Holtener Str. 257 bbox=[1219, 690, 1429, 706]
directory-entry: — Hermann, Techniker, Grillostr. 30 bbox=[1219, 159, 1426, 174]
directory-entry: — August, Rentner, Sperlingsgasse 26 bbox=[828, 1430, 1054, 1445]
directory-entry: Querfeld, Hans-Joachim, Dolmetscher, bbox=[438, 1740, 663, 1756]
directory-entry: — Johann, Gleiswerker, Gestermannstr. 17 bbox=[438, 646, 689, 662]
directory-entry: Puvogel, Katharina, kfmAng., Salvatorweg 13 bbox=[47, 780, 311, 795]
